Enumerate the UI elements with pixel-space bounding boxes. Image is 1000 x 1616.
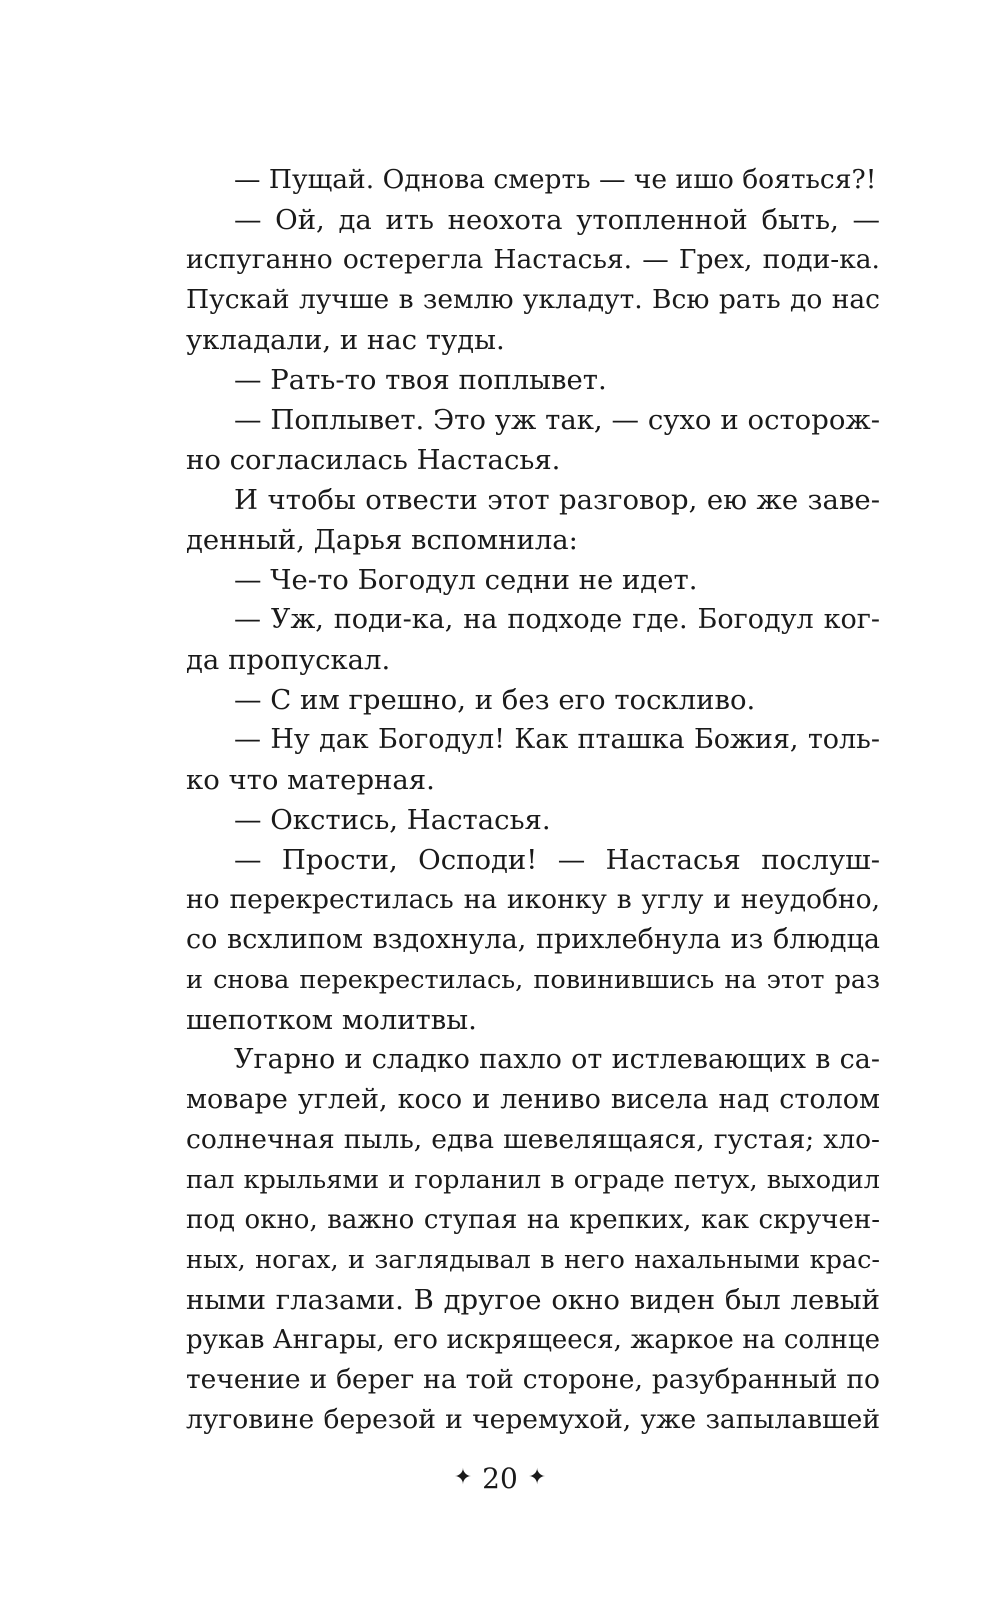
- text-line: — Поплывет. Это уж так, — сухо и осторож-: [234, 404, 880, 436]
- text-line: ных, ногах, и заглядывал в него нахальными крас-: [186, 1245, 880, 1275]
- text-line: Пускай лучше в землю укладут. Всю рать до нас: [186, 284, 880, 315]
- text-line: моваре углей, косо и лениво висела над столом: [186, 1084, 880, 1115]
- text-line: — Ой, да ить неохота утопленной быть, —: [234, 204, 880, 236]
- body-text: [186, 160, 880, 1440]
- text-line: шепотком молитвы.: [186, 1004, 477, 1036]
- text-line: но согласилась Настасья.: [186, 444, 561, 476]
- text-line: — Ну дак Богодул! Как пташка Божия, толь-: [234, 724, 880, 755]
- text-line: И чтобы отвести этот разговор, ею же заве-: [234, 484, 880, 516]
- text-line: ными глазами. В другое окно виден был левый: [186, 1284, 880, 1316]
- text-line: ко что матерная.: [186, 764, 435, 796]
- text-line: да пропускал.: [186, 644, 391, 676]
- text-line: но перекрестилась на иконку в углу и неудобно,: [186, 884, 880, 915]
- text-line: со всхлипом вздохнула, прихлебнула из блюдца: [186, 924, 880, 955]
- text-line: — Че-то Богодул седни не идет.: [234, 564, 698, 596]
- text-line: — Уж, поди-ка, на подходе где. Богодул ког-: [234, 604, 880, 635]
- ornament-left-icon: ✦: [453, 1465, 473, 1490]
- text-line: — Пущай. Однова смерть — че ишо бояться?!: [234, 164, 877, 195]
- text-line: — Окстись, Настасья.: [234, 804, 551, 836]
- text-line: — Прости, Осподи! — Настасья послуш-: [234, 844, 880, 876]
- text-line: рукав Ангары, его искрящееся, жаркое на солнце: [186, 1325, 880, 1355]
- text-line: под окно, важно ступая на крепких, как скручен-: [186, 1205, 880, 1235]
- text-line: пал крыльями и горланил в ограде петух, выходил: [186, 1165, 880, 1195]
- text-line: Угарно и сладко пахло от истлевающих в са-: [234, 1044, 880, 1075]
- text-line: луговине березой и черемухой, уже запылавшей: [186, 1404, 880, 1435]
- page-number: 20: [482, 1461, 518, 1495]
- text-line: — Рать-то твоя поплывет.: [234, 364, 607, 396]
- text-line: солнечная пыль, едва шевелящаяся, густая; хло-: [186, 1124, 880, 1155]
- text-line: течение и берег на той стороне, разубранный по: [186, 1364, 880, 1395]
- text-line: — С им грешно, и без его тоскливо.: [234, 684, 756, 716]
- text-line: укладали, и нас туды.: [186, 324, 505, 356]
- text-line: испуганно остерегла Настасья. — Грех, поди-ка.: [186, 244, 880, 275]
- text-line: денный, Дарья вспомнила:: [186, 524, 578, 556]
- text-line: и снова перекрестилась, повинившись на этот раз: [186, 965, 880, 995]
- page-folio: [0, 1458, 1000, 1498]
- ornament-right-icon: ✦: [527, 1465, 547, 1490]
